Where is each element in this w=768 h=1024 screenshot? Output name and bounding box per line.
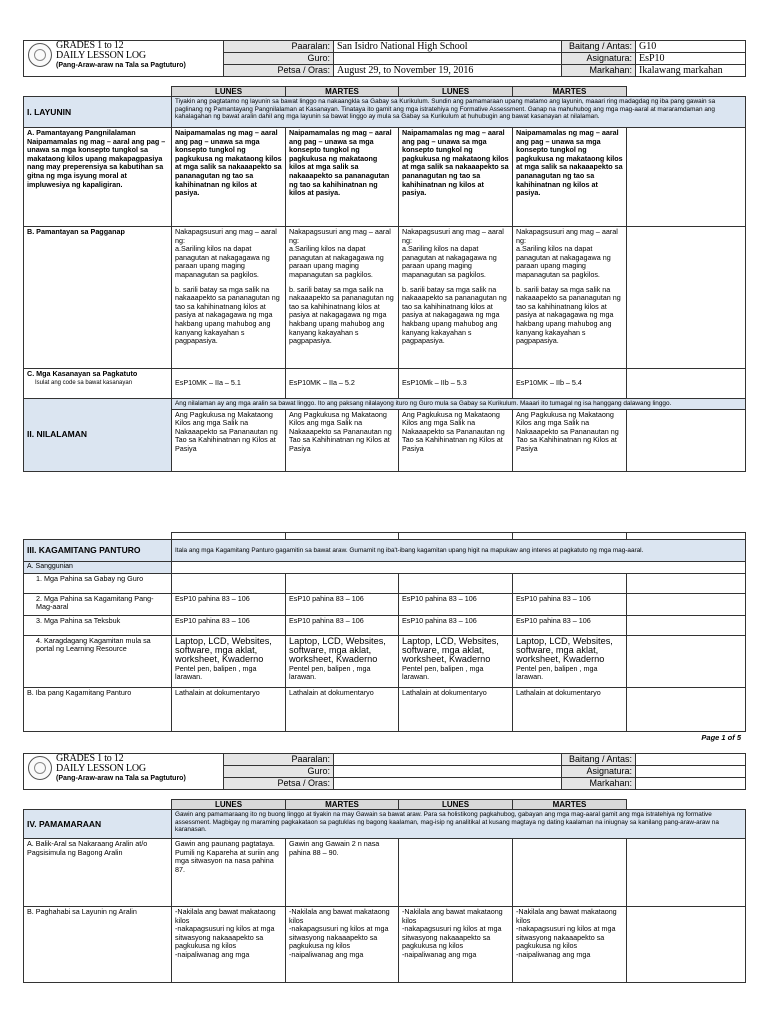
title-dll: DAILY LESSON LOG [56, 50, 146, 61]
pangnilalaman-cell: Naipamamalas ng mag – aaral ang pag – unawa sa mga konsepto tungkol ng pagkukusa ng makataong kilos at mga salik sa nakaaapekto sa pananagutan ng tao sa kahihinatnan ng kilos at pasiya. [399, 128, 513, 227]
pahina-cell: EsP10 pahina 83 – 106 [286, 593, 399, 615]
layunin-table [23, 86, 746, 472]
kagamitan-text-b: Pentel pen, balipen , mga larawan. [516, 663, 598, 682]
pagganap-cell [286, 227, 399, 369]
pagganap-text-a: Nakapagsusuri ang mag – aaral ng: a.Sariling kilos na dapat panagutan at nakagagawa ng paraan upang maging mapanagutan sa pagkilos. [289, 227, 391, 279]
lathalain-cell: Lathalain at dokumentaryo [172, 687, 286, 731]
header-title-cell [24, 754, 224, 790]
kagamitan-heading: III. KAGAMITANG PANTURO [24, 540, 172, 562]
kagamitan-text-a: Laptop, LCD, Websites, software, mga aklat, worksheet, Kwaderno [516, 635, 613, 665]
pahina-cell: EsP10 pahina 83 – 106 [286, 615, 399, 635]
paghahabi-cell: -Nakilala ang bawat makataong kilos -nakapagsusuri ng kilos at mga sitwasyong nakaaapekto sa pagkukusa ng kilos -naipaliwanag ang mga [172, 907, 286, 983]
day-header: LUNES [399, 87, 513, 97]
pamantayang-pangnilalaman-label: A. Pamantayang Pangnilalaman Naipamamalas ng mag – aaral ang pag – unawa sa mga konsepto tungkol sa makataong kilos upang makapagpasiya nang may preperensiya sa kabutihan sa gitna ng mga isyung moral at impluwesiya ng kapaligiran. [24, 128, 172, 227]
pagganap-text-a: Nakapagsusuri ang mag – aaral ng: a.Sariling kilos na dapat panagutan at nakagagawa ng paraan upang maging mapanagutan sa pagkilos. [402, 227, 504, 279]
title-grades: GRADES 1 to 12 [56, 753, 124, 764]
pahina-cell: EsP10 pahina 83 – 106 [513, 615, 627, 635]
kagamitan-cell [399, 635, 513, 687]
kagamitan-cell [172, 635, 286, 687]
teksbuk-label: 3. Mga Pahina sa Teksbuk [24, 615, 172, 635]
sanggunian-label: A. Sanggunian [24, 562, 172, 574]
petsa-value-empty [334, 778, 562, 790]
asignatura-value: EsP10 [636, 53, 746, 65]
header-title-cell [24, 41, 224, 77]
paghahabi-cell: -Nakilala ang bawat makataong kilos -nakapagsusuri ng kilos at mga sitwasyong nakaaapekto sa pagkukusa ng kilos -naipaliwanag ang mga [513, 907, 627, 983]
day-header: MARTES [513, 87, 627, 97]
markahan-value: Ikalawang markahan [636, 65, 746, 77]
nilalaman-cell: Ang Pagkukusa ng Makataong Kilos ang mga Salik na Nakaaapekto sa Pananautan ng Tao sa Kahihinatnan ng Kilos at Pasiya [399, 409, 513, 471]
pagganap-text-b: b. sarili batay sa mga salik na nakaaapekto sa pananagutan ng tao sa kahihinatnang kilos at pasiya at nakagagawa ng mga hakbang upang mahubog ang kanyang kakayahan s pagpapasiya. [402, 284, 507, 346]
title-grades: GRADES 1 to 12 [56, 40, 124, 51]
pangnilalaman-cell: Naipamamalas ng mag – aaral ang pag – unawa sa mga konsepto tungkol ng pagkukusa ng makataong kilos at mga salik sa nakaaapekto sa pananagutan ng tao sa kahihinatnan ng kilos at pasiya. [172, 128, 286, 227]
baitang-value-empty [636, 754, 746, 766]
nilalaman-cell: Ang Pagkukusa ng Makataong Kilos ang mga Salik na Nakaaapekto sa Pananautan ng Tao sa Kahihinatnan ng Kilos at Pasiya [172, 409, 286, 471]
deped-seal-logo [28, 43, 52, 67]
lathalain-cell: Lathalain at dokumentaryo [399, 687, 513, 731]
kagamitan-cell [513, 635, 627, 687]
pahina-cell: EsP10 pahina 83 – 106 [172, 593, 286, 615]
karagdagang-kagamitan-label: 4. Karagdagang Kagamitan mula sa portal ng Learning Resource [24, 635, 172, 687]
pahina-cell: EsP10 pahina 83 – 106 [172, 615, 286, 635]
day-header: LUNES [172, 87, 286, 97]
pagganap-cell [172, 227, 286, 369]
paaralan-value: San Isidro National High School [334, 41, 562, 53]
pahina-cell: EsP10 pahina 83 – 106 [513, 593, 627, 615]
pagganap-cell [399, 227, 513, 369]
asignatura-label: Asignatura: [562, 766, 636, 778]
header-table-2 [23, 753, 746, 790]
pagganap-text-b: b. sarili batay sa mga salik na nakaaapekto sa pananagutan ng tao sa kahihinatnang kilos at pasiya at nakagagawa ng mga hakbang upang mahubog ang kanyang kakayahan s pagpapasiya. [175, 284, 280, 346]
day-header: MARTES [513, 800, 627, 810]
asignatura-value-empty [636, 766, 746, 778]
lathalain-cell: Lathalain at dokumentaryo [286, 687, 399, 731]
balik-aral-cell: Gawin ang paunang pagtataya. Pumili ng Kapareha at suriin ang mga sitwasyon na nasa pahina 87. [172, 839, 286, 907]
pagganap-cell [513, 227, 627, 369]
pangnilalaman-cell: Naipamamalas ng mag – aaral ang pag – unawa sa mga konsepto tungkol ng pagkukusa ng makataong kilos at mga salik sa nakaaapekto sa pananagutan ng tao sa kahihinatnan ng kilos at pasiya. [513, 128, 627, 227]
petsa-value: August 29, to November 19, 2016 [334, 65, 562, 77]
guro-value [334, 53, 562, 65]
asignatura-label: Asignatura: [562, 53, 636, 65]
day-header: LUNES [172, 800, 286, 810]
kagamitan-cell [286, 635, 399, 687]
deped-seal-logo [28, 756, 52, 780]
title-subtitle: (Pang-Araw-araw na Tala sa Pagtuturo) [56, 775, 186, 782]
paghahabi-label: B. Paghahabi sa Layunin ng Aralin [24, 907, 172, 983]
kagamitan-text-a: Laptop, LCD, Websites, software, mga aklat, worksheet, Kwaderno [175, 635, 272, 665]
title-dll: DAILY LESSON LOG [56, 763, 146, 774]
day-header: MARTES [286, 87, 399, 97]
day-header: MARTES [286, 800, 399, 810]
pamamaraan-note: Gawin ang pamamaraang ito ng buong linggo at tiyakin na may Gawain sa bawat araw. Para sa holistikong pagkahubog, gabayan ang mga mag-aaral gamit ang mga istratehiya ng formative assessment. Magbigay ng maraming pagkakataon sa pagtuklas ng bagong kaalaman, mag-isip ng analitikal at kusang magtaya ng dating kaalaman na iniugnay sa kanilang pang-araw-araw na karanasan. [172, 810, 746, 839]
paaralan-value-empty [334, 754, 562, 766]
pagganap-text-b: b. sarili batay sa mga salik na nakaaapekto sa pananagutan ng tao sa kahihinatnang kilos at pasiya at nakagagawa ng mga hakbang upang mahubog ang kanyang kakayahan s pagpapasiya. [289, 284, 394, 346]
paaralan-label: Paaralan: [224, 754, 334, 766]
baitang-value: G10 [636, 41, 746, 53]
nilalaman-cell: Ang Pagkukusa ng Makataong Kilos ang mga Salik na Nakaaapekto sa Pananautan ng Tao sa Kahihinatnan ng Kilos at Pasiya [513, 409, 627, 471]
kagamitang-mag-aaral-label: 2. Mga Pahina sa Kagamitang Pang-Mag-aaral [24, 593, 172, 615]
iba-pang-kagamitan-label: B. Iba pang Kagamitang Panturo [24, 687, 172, 731]
kasanayan-label-cell [24, 369, 172, 399]
petsa-label: Petsa / Oras: [224, 65, 334, 77]
page-number: Page 1 of 5 [701, 733, 741, 742]
kasanayan-code: EsP10MK – IIb – 5.4 [513, 369, 627, 399]
guro-value-empty [334, 766, 562, 778]
kasanayan-code: EsP10Mk – IIb – 5.3 [399, 369, 513, 399]
layunin-note: Tiyakin ang pagtatamo ng layunin sa bawat linggo na nakaangkla sa Gabay sa Kurikulum. Sundin ang pamamaraan upang matamo ang layunin, maaari ring madagdag ng iba pang gawain sa paglinang ng Pamantayang Pangnilalaman at Kasanayan. Tinataya ito gamit ang mga istratehiya ng Formative Assessment. Ganap na mahuhubog ang mga mag-aaral at mararamdaman ang kahalagahan ng bawat aralin dahil ang mga layunin sa bawat linggo ay mula sa Gabay sa Kurikulum at huhubugin ang bawat kasanayan at nilalaman. [172, 97, 746, 128]
guro-label: Guro: [224, 53, 334, 65]
paghahabi-cell: -Nakilala ang bawat makataong kilos -nakapagsusuri ng kilos at mga sitwasyong nakaaapekto sa pagkukusa ng kilos -naipaliwanag ang mga [399, 907, 513, 983]
pamamaraan-heading: IV. PAMAMARAAN [24, 810, 172, 839]
nilalaman-cell: Ang Pagkukusa ng Makataong Kilos ang mga Salik na Nakaaapekto sa Pananautan ng Tao sa Kahihinatnan ng Kilos at Pasiya [286, 409, 399, 471]
markahan-label: Markahan: [562, 65, 636, 77]
pagganap-text-a: Nakapagsusuri ang mag – aaral ng: a.Sariling kilos na dapat panagutan at nakagagawa ng paraan upang maging mapanagutan sa pagkilos. [175, 227, 277, 279]
kagamitan-note: Itala ang mga Kagamitang Panturo gagamitin sa bawat araw. Gumamit ng iba't-ibang kagamitan upang higit na mapukaw ang interes at pagkatuto ng mga mag-aaral. [172, 540, 746, 562]
pamamaraan-table [23, 799, 746, 983]
pangnilalaman-cell: Naipamamalas ng mag – aaral ang pag – unawa sa mga konsepto tungkol ng pagkukusa ng makataong kilos at mga salik sa nakaaapekto sa pananagutan ng tao sa kahihinatnan ng kilos at pasiya. [286, 128, 399, 227]
balik-aral-cell: Gawin ang Gawain 2 n nasa pahina 88 – 90. [286, 839, 399, 907]
kagamitan-text-b: Pentel pen, balipen , mga larawan. [402, 663, 484, 682]
gabay-guro-label: 1. Mga Pahina sa Gabay ng Guro [24, 573, 172, 593]
pahina-cell: EsP10 pahina 83 – 106 [399, 615, 513, 635]
markahan-label: Markahan: [562, 778, 636, 790]
title-subtitle: (Pang-Araw-araw na Tala sa Pagtuturo) [56, 62, 186, 69]
kasanayan-sublabel: Isulat ang code sa bawat kasanayan [35, 379, 133, 386]
baitang-label: Baitang / Antas: [562, 754, 636, 766]
balik-aral-label: A. Balik-Aral sa Nakaraang Aralin at/o Pagsisimula ng Bagong Aralin [24, 839, 172, 907]
paghahabi-cell: -Nakilala ang bawat makataong kilos -nakapagsusuri ng kilos at mga sitwasyong nakaaapekto sa pagkukusa ng kilos -naipaliwanag ang mga [286, 907, 399, 983]
baitang-label: Baitang / Antas: [562, 41, 636, 53]
kagamitan-text-a: Laptop, LCD, Websites, software, mga aklat, worksheet, Kwaderno [289, 635, 386, 665]
kagamitan-table [23, 532, 746, 732]
layunin-heading: I. LAYUNIN [24, 97, 172, 128]
pagganap-text-a: Nakapagsusuri ang mag – aaral ng: a.Sariling kilos na dapat panagutan at nakagagawa ng paraan upang maging mapanagutan sa pagkilos. [516, 227, 618, 279]
kasanayan-code: EsP10MK – IIa – 5.1 [172, 369, 286, 399]
header-table-1 [23, 40, 746, 77]
kagamitan-text-b: Pentel pen, balipen , mga larawan. [289, 663, 371, 682]
paaralan-label: Paaralan: [224, 41, 334, 53]
kasanayan-label: C. Mga Kasanayan sa Pagkatuto [27, 369, 138, 378]
pahina-cell: EsP10 pahina 83 – 106 [399, 593, 513, 615]
pamantayan-pagganap-label: B. Pamantayan sa Pagganap [24, 227, 172, 369]
guro-label: Guro: [224, 766, 334, 778]
lathalain-cell: Lathalain at dokumentaryo [513, 687, 627, 731]
petsa-label: Petsa / Oras: [224, 778, 334, 790]
nilalaman-note: Ang nilalaman ay ang mga aralin sa bawat linggo. Ito ang paksang nilalayong ituro ng Guro mula sa Gabay sa Kurikulum. Maaari ito tumagal ng isa hanggang dalawang linggo. [172, 399, 746, 410]
pagganap-text-b: b. sarili batay sa mga salik na nakaaapekto sa pananagutan ng tao sa kahihinatnang kilos at pasiya at nakagagawa ng mga hakbang upang mahubog ang kanyang kakayahan s pagpapasiya. [516, 284, 621, 346]
day-header: LUNES [399, 800, 513, 810]
kasanayan-code: EsP10MK – IIa – 5.2 [286, 369, 399, 399]
nilalaman-heading: II. NILALAMAN [24, 399, 172, 472]
markahan-value-empty [636, 778, 746, 790]
kagamitan-text-a: Laptop, LCD, Websites, software, mga aklat, worksheet, Kwaderno [402, 635, 499, 665]
kagamitan-text-b: Pentel pen, balipen , mga larawan. [175, 663, 257, 682]
